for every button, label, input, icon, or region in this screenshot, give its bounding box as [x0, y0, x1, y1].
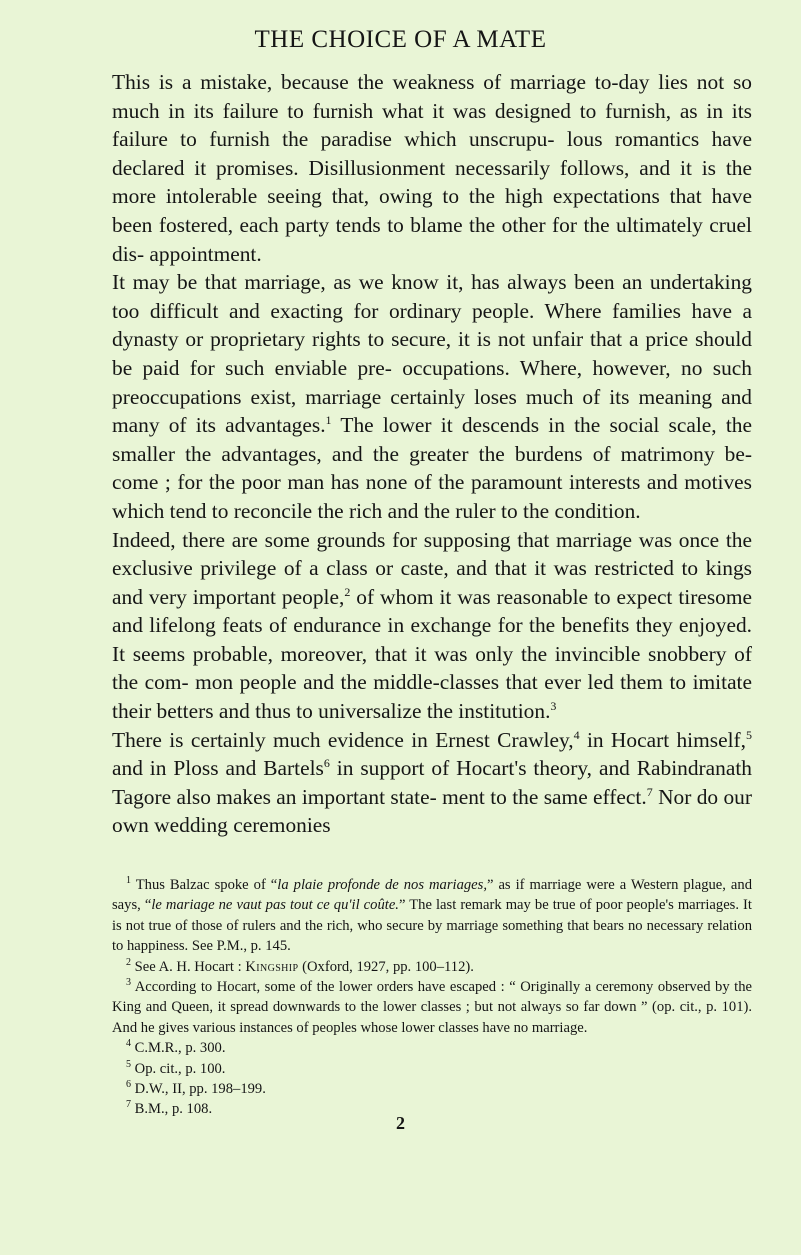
paragraph-4: There is certainly much evidence in Ernest Crawley,$^4$ in Hocart himself,$^5$ and in Ploss and Bartels$^6$ in support of Hocart's theory, and Rabindranath Tagore also makes an important state- ment to the same effect.$^7$ Nor do our own wedding ceremonies [112, 727, 752, 838]
footnote-2: $^2$ See A. H. Hocart : Kingship (Oxford, 1927, pp. 100–112). [126, 956, 474, 975]
running-head: THE CHOICE OF A MATE [254, 26, 547, 53]
footnote-5: $^5$ Op. cit., p. 100. [126, 1058, 226, 1077]
footnotes [112, 875, 752, 1120]
footnote-1: $^1$ Thus Balzac spoke of “la plaie profonde de nos mariages,” as if marriage were a Western plague, and says, “le mariage ne vaut pas tout ce qu'il coûte.” The last remark may be true of poor people's marriages. It is not true of those of rulers and the rich, who secure by marriage something that bears no necessary relation to happiness. See P.M., p. 145. [112, 875, 752, 955]
footnote-ref-4[interactable]: 4 [573, 727, 580, 742]
footnote-ref-6[interactable]: 6 [323, 756, 330, 771]
body-text [112, 68, 752, 840]
footnote-ref-7[interactable]: 7 [646, 784, 653, 799]
footnote-7: $^7$ B.M., p. 108. [126, 1099, 213, 1118]
footnote-3: $^3$ According to Hocart, some of the lower orders have escaped : “ Originally a ceremony observed by the King and Queen, it spread downwards to the lower classes ; but not always so far down ” (op. cit., p. 101). And he gives various instances of peoples whose lower classes have no marriage. [112, 977, 752, 1036]
footnote-6: $^6$ D.W., II, pp. 198–199. [126, 1079, 266, 1098]
footnote-ref-5[interactable]: 5 [745, 727, 752, 742]
footnote-4: $^4$ C.M.R., p. 300. [126, 1038, 226, 1057]
paragraph-1: This is a mistake, because the weakness of marriage to-day lies not so much in its failure to furnish what it was designed to furnish, as in its failure to furnish the paradise which unscrupu- lous romantics have declared it promises. Disillusionment necessarily follows, and it is the more intolerable seeing that, owing to the high expectations that have been fostered, each party tends to blame the other for the ultimately cruel dis- appointment. [112, 70, 752, 266]
footnote-ref-2[interactable]: 2 [344, 584, 351, 599]
footnote-ref-1[interactable]: 1 [325, 413, 332, 427]
paragraph-2: It may be that marriage, as we know it, has always been an undertaking too difficult and exacting for ordinary people. Where families have a dynasty or proprietary rights to secure, it is not unfair that a price should be paid for such enviable pre- occupations. Where, however, no such preoccupations exist, marriage certainly loses much of its meaning and many of its advantages.$^1$ The lower it descends in the social scale, the smaller the advantages, and the greater the burdens of matrimony be- come ; for the poor man has none of the paramount interests and motives which tend to reconcile the rich and the ruler to the condition. [112, 270, 752, 523]
footnote-ref-3[interactable]: 3 [550, 698, 557, 713]
paragraph-3: Indeed, there are some grounds for supposing that marriage was once the exclusive privilege of a class or caste, and that it was restricted to kings and very important people,$^2$ of whom it was reasonable to expect tiresome and lifelong feats of endurance in exchange for the benefits they enjoyed. It seems probable, moreover, that it was only the invincible snobbery of the com- mon people and the middle-classes that ever led them to imitate their betters and thus to universalize the institution.$^3$ [112, 527, 752, 724]
page-number: 2 [396, 1113, 405, 1133]
